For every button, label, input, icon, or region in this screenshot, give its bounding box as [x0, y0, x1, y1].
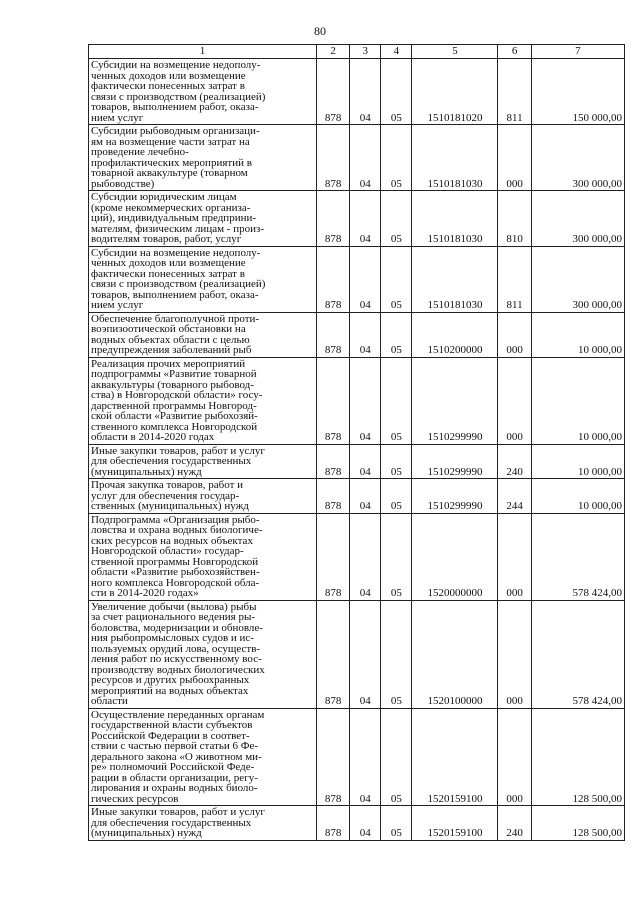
item-name: Обеспечение благополучной проти- воэпизоотической обстановки на водных объектах области с целью предупреждения заболеваний рыб [89, 312, 317, 357]
ministry-code: 878 [317, 708, 350, 806]
amount: 10 000,00 [531, 312, 624, 357]
item-name: Иные закупки товаров, работ и услуг для обеспечения государственных (муниципальных) нужд [89, 806, 317, 841]
target-article-code: 1510299990 [412, 479, 498, 514]
target-article-code: 1510299990 [412, 357, 498, 444]
expense-type-code: 811 [498, 59, 531, 125]
section-code: 04 [350, 246, 381, 312]
target-article-code: 1520100000 [412, 600, 498, 708]
amount: 150 000,00 [531, 59, 624, 125]
header-col-1: 1 [89, 45, 317, 59]
amount: 578 424,00 [531, 513, 624, 600]
table-row [89, 444, 625, 479]
target-article-code: 1510181030 [412, 125, 498, 191]
item-name: Субсидии на возмещение недополу- ченных доходов или возмещение фактически понесенных затрат в связи с производством (реализацией) товаров, выполнением работ, оказа- нием услуг [89, 246, 317, 312]
table-row [89, 59, 625, 125]
subsection-code: 05 [381, 600, 412, 708]
ministry-code: 878 [317, 513, 350, 600]
subsection-code: 05 [381, 357, 412, 444]
expense-type-code: 810 [498, 191, 531, 247]
target-article-code: 1510200000 [412, 312, 498, 357]
target-article-code: 1510181020 [412, 59, 498, 125]
expense-type-code: 000 [498, 357, 531, 444]
page-number: 80 [314, 24, 326, 38]
ministry-code: 878 [317, 125, 350, 191]
target-article-code: 1520159100 [412, 806, 498, 841]
ministry-code: 878 [317, 600, 350, 708]
subsection-code: 05 [381, 806, 412, 841]
expense-type-code: 244 [498, 479, 531, 514]
section-code: 04 [350, 806, 381, 841]
section-code: 04 [350, 125, 381, 191]
header-col-3: 3 [350, 45, 381, 59]
table-row [89, 312, 625, 357]
item-name: Субсидии на возмещение недополу- ченных доходов или возмещение фактически понесенных затрат в связи с производством (реализацией) товаров, выполнением работ, оказа- нием услуг [89, 59, 317, 125]
section-code: 04 [350, 600, 381, 708]
amount: 300 000,00 [531, 246, 624, 312]
section-code: 04 [350, 59, 381, 125]
subsection-code: 05 [381, 59, 412, 125]
target-article-code: 1510181030 [412, 246, 498, 312]
ministry-code: 878 [317, 246, 350, 312]
ministry-code: 878 [317, 444, 350, 479]
section-code: 04 [350, 444, 381, 479]
ministry-code: 878 [317, 59, 350, 125]
expense-type-code: 811 [498, 246, 531, 312]
table-row [89, 479, 625, 514]
target-article-code: 1510181030 [412, 191, 498, 247]
subsection-code: 05 [381, 513, 412, 600]
amount: 578 424,00 [531, 600, 624, 708]
header-col-2: 2 [317, 45, 350, 59]
table-row [89, 708, 625, 806]
expense-type-code: 000 [498, 125, 531, 191]
section-code: 04 [350, 513, 381, 600]
header-col-7: 7 [531, 45, 624, 59]
header-col-5: 5 [412, 45, 498, 59]
item-name: Прочая закупка товаров, работ и услуг для обеспечения государ- ственных (муниципальных) нужд [89, 479, 317, 514]
subsection-code: 05 [381, 708, 412, 806]
item-name: Осуществление переданных органам государственной власти субъектов Российской Федерации в соответ- ствии с частью первой статьи 6 Фе- дерального закона «О животном ми- ре» полномочий Российской Феде- рации в области организации, регу- лирования и охраны водных биоло- гических ресурсов [89, 708, 317, 806]
section-code: 04 [350, 479, 381, 514]
amount: 10 000,00 [531, 479, 624, 514]
ministry-code: 878 [317, 357, 350, 444]
table-header-row [89, 45, 625, 59]
header-col-6: 6 [498, 45, 531, 59]
item-name: Подпрограмма «Организация рыбо- ловства и охрана водных биологиче- ских ресурсов на водных объектах Новгородской области» государ- ственной программы Новгородской области «Развитие рыбохозяйствен- ного комплекса Новгородской обла- сти в 2014-2020 годах» [89, 513, 317, 600]
amount: 128 500,00 [531, 806, 624, 841]
header-col-4: 4 [381, 45, 412, 59]
expense-type-code: 000 [498, 708, 531, 806]
ministry-code: 878 [317, 479, 350, 514]
amount: 300 000,00 [531, 125, 624, 191]
item-name: Субсидии рыбоводным организаци- ям на возмещение части затрат на проведение лечебно- профилактических мероприятий в товарной аквакультуре (товарном рыбоводстве) [89, 125, 317, 191]
expense-type-code: 000 [498, 312, 531, 357]
amount: 128 500,00 [531, 708, 624, 806]
amount: 300 000,00 [531, 191, 624, 247]
subsection-code: 05 [381, 444, 412, 479]
subsection-code: 05 [381, 246, 412, 312]
section-code: 04 [350, 357, 381, 444]
amount: 10 000,00 [531, 444, 624, 479]
subsection-code: 05 [381, 479, 412, 514]
subsection-code: 05 [381, 125, 412, 191]
target-article-code: 1510299990 [412, 444, 498, 479]
item-name: Иные закупки товаров, работ и услуг для обеспечения государственных (муниципальных) нужд [89, 444, 317, 479]
subsection-code: 05 [381, 312, 412, 357]
target-article-code: 1520000000 [412, 513, 498, 600]
table-row [89, 125, 625, 191]
table-row [89, 600, 625, 708]
ministry-code: 878 [317, 806, 350, 841]
table-row [89, 806, 625, 841]
ministry-code: 878 [317, 191, 350, 247]
subsection-code: 05 [381, 191, 412, 247]
amount: 10 000,00 [531, 357, 624, 444]
expense-type-code: 000 [498, 600, 531, 708]
section-code: 04 [350, 708, 381, 806]
table-row [89, 357, 625, 444]
expense-type-code: 240 [498, 806, 531, 841]
section-code: 04 [350, 191, 381, 247]
budget-table [88, 44, 625, 841]
item-name: Увеличение добычи (вылова) рыбы за счет рационального ведения ры- боловства, модернизации и обновле- ния рыбопромысловых судов и ис- пользуемых орудий лова, осуществ- ления работ по искусственному вос- производству водных биологических ресурсов и других рыбоохранных мероприятий на водных объектах области [89, 600, 317, 708]
ministry-code: 878 [317, 312, 350, 357]
table-row [89, 246, 625, 312]
item-name: Реализация прочих мероприятий подпрограммы «Развитие товарной аквакультуры (товарного рыбовод- ства) в Новгородской области» госу- дарственной программы Новгород- ской области «Развитие рыбохозяй- ственного комплекса Новгородской области в 2014-2020 годах [89, 357, 317, 444]
section-code: 04 [350, 312, 381, 357]
item-name: Субсидии юридическим лицам (кроме некоммерческих организа- ций), индивидуальным предприни- мателям, физическим лицам - произ- водителям товаров, работ, услуг [89, 191, 317, 247]
expense-type-code: 240 [498, 444, 531, 479]
expense-type-code: 000 [498, 513, 531, 600]
target-article-code: 1520159100 [412, 708, 498, 806]
table-row [89, 191, 625, 247]
table-body [89, 59, 625, 841]
table-row [89, 513, 625, 600]
